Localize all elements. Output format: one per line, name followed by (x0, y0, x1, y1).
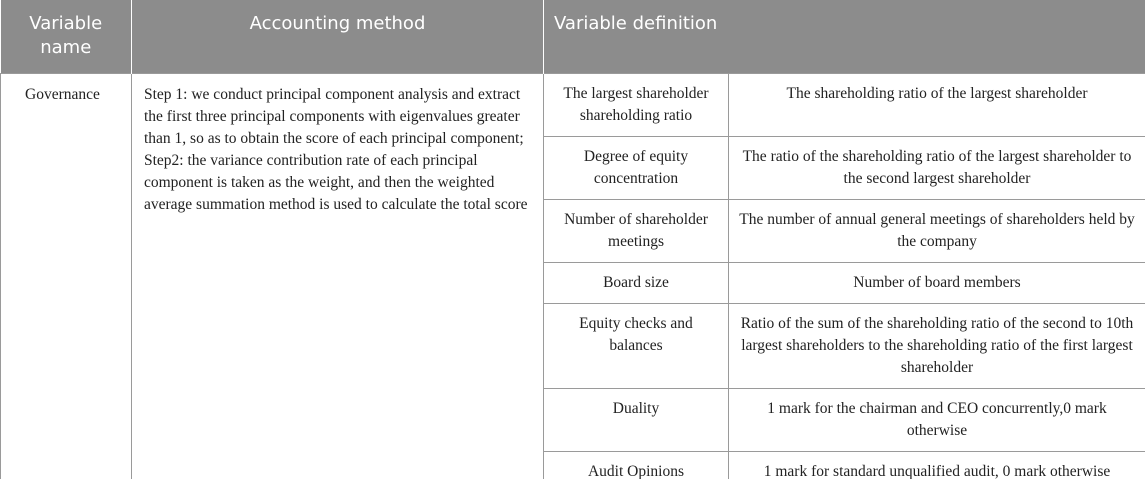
definition-cell: The ratio of the shareholding ratio of the largest shareholder to the second largest shareholder (729, 136, 1145, 199)
definition-cell: 1 mark for the chairman and CEO concurrently,0 mark otherwise (729, 388, 1145, 451)
sub-variable-cell: Equity checks and balances (544, 303, 729, 388)
table-body (1, 73, 1145, 479)
definition-cell: 1 mark for standard unqualified audit, 0 mark otherwise (729, 451, 1145, 479)
method-step-1: Step 1: we conduct principal component analysis and extract the first three principal components with eigenvalues greater than 1, so as to obtain the score of each principal component; (144, 85, 524, 147)
method-step-2: Step2: the variance contribution rate of each principal component is taken as the weight, and then the weighted average summation method is used to calculate the total score (144, 151, 528, 213)
definition-cell: Number of board members (729, 262, 1145, 303)
header-variable-definition: Variable definition (544, 0, 1145, 73)
definition-cell: Ratio of the sum of the shareholding ratio of the second to 10th largest shareholders to the shareholding ratio of the first largest shareholder (729, 303, 1145, 388)
table-header (1, 0, 1145, 73)
header-variable-name: Variable name (1, 0, 132, 73)
sub-variable-cell: The largest shareholder shareholding ratio (544, 73, 729, 136)
sub-variable-cell: Degree of equity concentration (544, 136, 729, 199)
governance-name-cell: Governance (1, 73, 132, 479)
sub-variable-cell: Number of shareholder meetings (544, 199, 729, 262)
sub-variable-cell: Board size (544, 262, 729, 303)
table-row (1, 73, 1145, 136)
definition-cell: The shareholding ratio of the largest shareholder (729, 73, 1145, 136)
header-accounting-method: Accounting method (132, 0, 544, 73)
accounting-method-cell (132, 73, 544, 479)
sub-variable-cell: Duality (544, 388, 729, 451)
sub-variable-cell: Audit Opinions (544, 451, 729, 479)
definition-cell: The number of annual general meetings of shareholders held by the company (729, 199, 1145, 262)
